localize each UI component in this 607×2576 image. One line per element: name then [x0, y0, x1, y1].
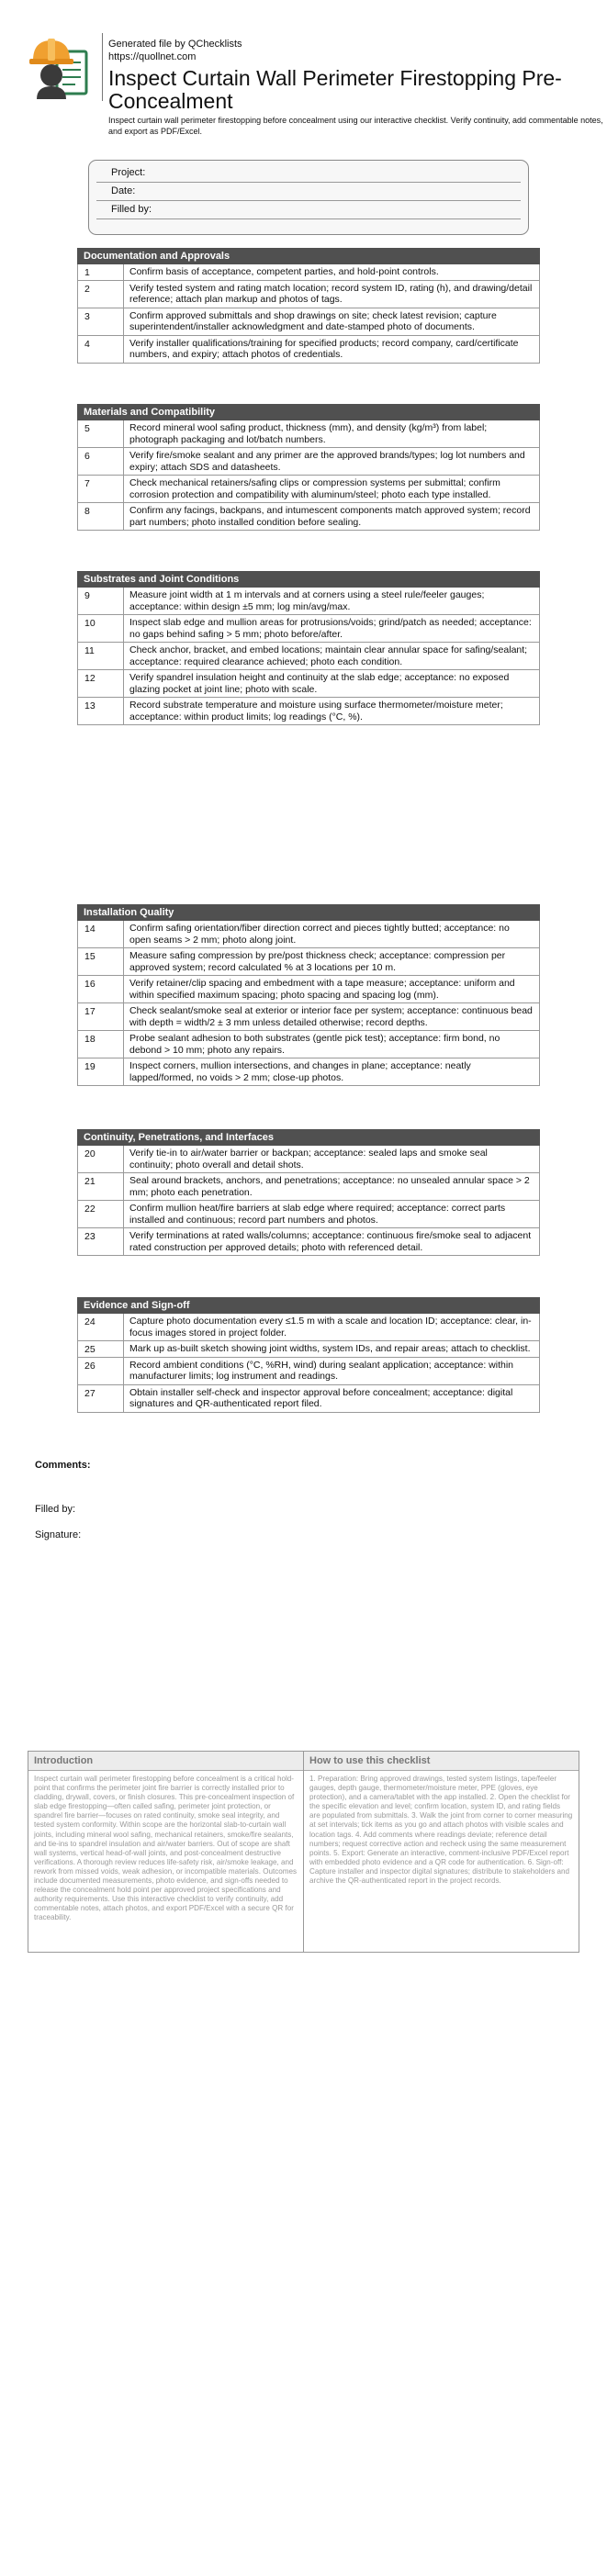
date-field[interactable]: Date:	[96, 183, 521, 201]
checklist-item[interactable]	[78, 1002, 539, 1030]
item-number: 13	[78, 698, 124, 724]
item-text: Measure joint width at 1 m intervals and at corners using a steel rule/feeler gauges; acceptance: within design ±5 mm; log min/avg/max.	[129, 589, 485, 612]
source-url-link[interactable]: https://quollnet.com	[108, 51, 197, 62]
item-number: 10	[78, 615, 124, 642]
item-number: 20	[78, 1146, 124, 1172]
how-to-use-text: 1. Preparation: Bring approved drawings, tested system listings, tape/feeler gauges, depth gauge, thermometer/moisture meter, PPE (gloves, eye protection), and a camera/tablet with the app installed. 2. Open the checklist for the specific elevation and level; confirm location, system ID, and rating fields are populated from submittals. 3. Walk the joint from corner to corner measuring at set intervals; tick items as you go and attach photos with visible scales and location tags. 4. Add comments where readings deviate; reference detail numbers; request corrective action and recheck using the same measurement points. 5. Export: Generate an interactive, comment-inclusive PDF/Excel report with embedded photo evidence and a QR code for authentication. 6. Sign-off: Capture installer and inspector digital signatures; distribute to stakeholders and archive the QR-authenticated report in the project records.	[309, 1775, 573, 1886]
checklist-item[interactable]	[78, 1172, 539, 1200]
checklist-item[interactable]	[78, 642, 539, 669]
item-number: 18	[78, 1031, 124, 1058]
item-number: 22	[78, 1201, 124, 1227]
item-number: 19	[78, 1058, 124, 1085]
item-text: Confirm any facings, backpans, and intumescent components match approved system; record part numbers; photo installed condition before sealing.	[129, 505, 531, 528]
item-text: Record mineral wool safing product, thickness (mm), and density (kg/m³) from label; photograph packaging and lot/batch numbers.	[129, 422, 488, 445]
section-evidence-and-sign-off	[77, 1297, 540, 1413]
item-text: Confirm mullion heat/fire barriers at slab edge where required; acceptance: correct parts installed and continuous; record part numbers and photos.	[129, 1203, 506, 1226]
checklist-item[interactable]	[78, 1227, 539, 1255]
section-header: Materials and Compatibility	[77, 404, 540, 420]
introduction-panel	[28, 1752, 303, 1952]
item-text: Record substrate temperature and moisture using surface thermometer/moisture meter; acceptance: within product limits; log readings (°C, %).	[129, 700, 503, 722]
document-subtitle: Inspect curtain wall perimeter firestopping before concealment using our interactive checklist. Verify continuity, add commentable notes, and export as PDF/Excel.	[108, 116, 603, 136]
section-header: Documentation and Approvals	[77, 248, 540, 264]
checklist-item[interactable]	[78, 1340, 539, 1357]
checklist-item[interactable]	[78, 1200, 539, 1227]
item-number: 8	[78, 503, 124, 530]
comments-label: Comments:	[35, 1460, 91, 1471]
filled-by-label: Filled by:	[35, 1504, 76, 1515]
section-header: Substrates and Joint Conditions	[77, 571, 540, 588]
checklist-item[interactable]	[78, 921, 539, 947]
checklist-item[interactable]	[78, 1030, 539, 1058]
item-text: Verify retainer/clip spacing and embedment with a tape measure; acceptance: uniform and within specified maximum spacing; photo spacing and spacing log (mm).	[129, 978, 515, 1001]
item-text: Check mechanical retainers/safing clips or compression systems per submittal; confirm corrosion protection and compatibility with aluminum/steel; photo each type installed.	[129, 477, 500, 500]
checklist-item[interactable]	[78, 447, 539, 475]
checklist-item[interactable]	[78, 614, 539, 642]
item-text: Verify installer qualifications/training for specified products; record company, card/certificate numbers, and expiry; attach photos of credentials.	[129, 337, 519, 360]
item-number: 9	[78, 588, 124, 614]
document-title: Inspect Curtain Wall Perimeter Firestopping Pre-Concealment	[108, 66, 562, 113]
checklist-item[interactable]	[78, 1357, 539, 1384]
item-text: Confirm approved submittals and shop drawings on site; check latest revision; capture superintendent/installer acknowledgment and date-stamped photo of documents.	[129, 309, 497, 332]
how-to-use-panel	[303, 1752, 579, 1952]
checklist-item[interactable]	[78, 1146, 539, 1172]
introduction-text: Inspect curtain wall perimeter firestopping before concealment is a critical hold-point that confirms the perimeter joint fire barrier is correctly installed prior to cladding, drywall, covers, or finish closures. This pre-concealment inspection of slab edge firestopping—often called safing, perimeter joint protection, or spandrel fire barrier—focuses on rated continuity, smoke seal integrity, and tested system conformity. Within scope are the horizontal slab-to-curtain wall joints, including mineral wool safing, mechanical retainers, smoke/fire sealants, and tie-ins to spandrel insulation and air/water barriers. Out of scope are shaft wall systems, vertical head-of-wall joints, and post-concealment destructive verifications. A thorough review reduces life-safety risk, air/smoke leakage, and rework from missed voids, weak adhesion, or incompatible materials. Outcomes include documented measurements, photo evidence, and sign-offs needed to release the concealment hold point per approved project specifications and authority requirements. Use this interactive checklist to verify continuity, add commentable notes, attach photos, and export PDF/Excel with a secure QR for traceability.	[34, 1775, 298, 1922]
checklist-item[interactable]	[78, 502, 539, 530]
item-number: 23	[78, 1228, 124, 1255]
item-number: 1	[78, 264, 124, 280]
checklist-item[interactable]	[78, 475, 539, 502]
item-number: 6	[78, 448, 124, 475]
generated-by-text: Generated file by QChecklists	[108, 39, 242, 50]
introduction-heading: Introduction	[28, 1752, 303, 1771]
item-text: Verify terminations at rated walls/columns; acceptance: continuous fire/smoke seal to adjacent rated construction per approved details; photo with referenced detail.	[129, 1230, 532, 1253]
item-number: 3	[78, 308, 124, 335]
checklist-item[interactable]	[78, 1314, 539, 1340]
item-number: 15	[78, 948, 124, 975]
item-text: Inspect corners, mullion intersections, and changes in plane; acceptance: neatly lapped/formed, no voids > 2 mm; close-up photos.	[129, 1060, 471, 1083]
item-text: Confirm safing orientation/fiber direction correct and pieces tightly butted; acceptance: no open seams > 2 mm; photo along joint.	[129, 923, 510, 946]
item-number: 24	[78, 1314, 124, 1340]
project-field[interactable]: Project:	[96, 164, 521, 183]
item-text: Capture photo documentation every ≤1.5 m with a scale and location ID; acceptance: clear, in-focus images stored in project folder.	[129, 1316, 532, 1338]
item-number: 27	[78, 1385, 124, 1412]
item-number: 2	[78, 281, 124, 308]
signature-label: Signature:	[35, 1529, 82, 1540]
item-text: Inspect slab edge and mullion areas for protrusions/voids; grind/patch as needed; acceptance: no gaps behind safing > 5 mm; photo before/after.	[129, 617, 532, 640]
checklist-item[interactable]	[78, 264, 539, 280]
section-header: Continuity, Penetrations, and Interfaces	[77, 1129, 540, 1146]
info-panels	[28, 1751, 579, 1953]
section-header: Evidence and Sign-off	[77, 1297, 540, 1314]
checklist-item[interactable]	[78, 1384, 539, 1412]
checklist-item[interactable]	[78, 975, 539, 1002]
header-divider	[102, 33, 103, 101]
item-number: 4	[78, 336, 124, 363]
checklist-item[interactable]	[78, 1058, 539, 1085]
item-text: Record ambient conditions (°C, %RH, wind) during sealant application; acceptance: within manufacturer limits; log instrument and readings.	[129, 1359, 513, 1382]
project-info-box	[88, 160, 529, 235]
item-text: Check anchor, bracket, and embed locations; maintain clear annular space for safing/sealant; acceptance: required clearance achieved; photo each condition.	[129, 644, 528, 667]
checklist-item[interactable]	[78, 669, 539, 697]
item-text: Confirm basis of acceptance, competent parties, and hold-point controls.	[129, 266, 439, 277]
section-materials-and-compatibility	[77, 404, 540, 531]
document-header	[28, 33, 603, 143]
checklist-item[interactable]	[78, 335, 539, 363]
item-number: 14	[78, 921, 124, 947]
item-text: Seal around brackets, anchors, and penetrations; acceptance: no unsealed annular space > 2 mm; photo each penetration.	[129, 1175, 530, 1198]
filled-by-field[interactable]: Filled by:	[96, 201, 521, 219]
checklist-item[interactable]	[78, 588, 539, 614]
checklist-item[interactable]	[78, 697, 539, 724]
item-number: 21	[78, 1173, 124, 1200]
hard-hat-document-icon	[28, 33, 94, 99]
item-number: 16	[78, 976, 124, 1002]
section-documentation-and-approvals	[77, 248, 540, 364]
item-number: 5	[78, 420, 124, 447]
section-substrates-and-joint-conditions	[77, 571, 540, 725]
item-number: 12	[78, 670, 124, 697]
item-text: Verify fire/smoke sealant and any primer are the approved brands/types; log lot numbers and expiry; attach SDS and datasheets.	[129, 450, 525, 473]
item-number: 7	[78, 476, 124, 502]
checklist-item[interactable]	[78, 308, 539, 335]
section-continuity-penetrations-and-interfaces	[77, 1129, 540, 1256]
item-number: 17	[78, 1003, 124, 1030]
item-number: 11	[78, 643, 124, 669]
item-text: Verify spandrel insulation height and continuity at the slab edge; acceptance: no exposed glazing pocket at joint line; photo with scale.	[129, 672, 510, 695]
checklist-item[interactable]	[78, 947, 539, 975]
item-number: 26	[78, 1358, 124, 1384]
item-text: Check sealant/smoke seal at exterior or interior face per system; acceptance: continuous bead with depth = width/2 ± 3 mm unless detailed otherwise; record depths.	[129, 1005, 533, 1028]
item-text: Obtain installer self-check and inspector approval before concealment; acceptance: digital signatures and QR-authenticated report filed.	[129, 1386, 513, 1409]
section-header: Installation Quality	[77, 904, 540, 921]
item-text: Verify tie-in to air/water barrier or backpan; acceptance: sealed laps and smoke seal continuity; photo overall and detail shots.	[129, 1148, 488, 1170]
item-text: Measure safing compression by pre/post thickness check; acceptance: compression per approved system; record calculated % at 3 locations per 10 m.	[129, 950, 506, 973]
item-text: Mark up as-built sketch showing joint widths, system IDs, and repair areas; attach to checklist.	[129, 1343, 531, 1354]
checklist-item[interactable]	[78, 420, 539, 447]
item-text: Verify tested system and rating match location; record system ID, rating (h), and drawing/detail reference; attach plan markup and photos of tags.	[129, 282, 533, 305]
item-number: 25	[78, 1341, 124, 1357]
section-installation-quality	[77, 904, 540, 1086]
checklist-item[interactable]	[78, 280, 539, 308]
how-to-use-heading: How to use this checklist	[304, 1752, 579, 1771]
item-text: Probe sealant adhesion to both substrates (gentle pick test); acceptance: firm bond, no debond > 10 mm; photo any repairs.	[129, 1033, 500, 1056]
